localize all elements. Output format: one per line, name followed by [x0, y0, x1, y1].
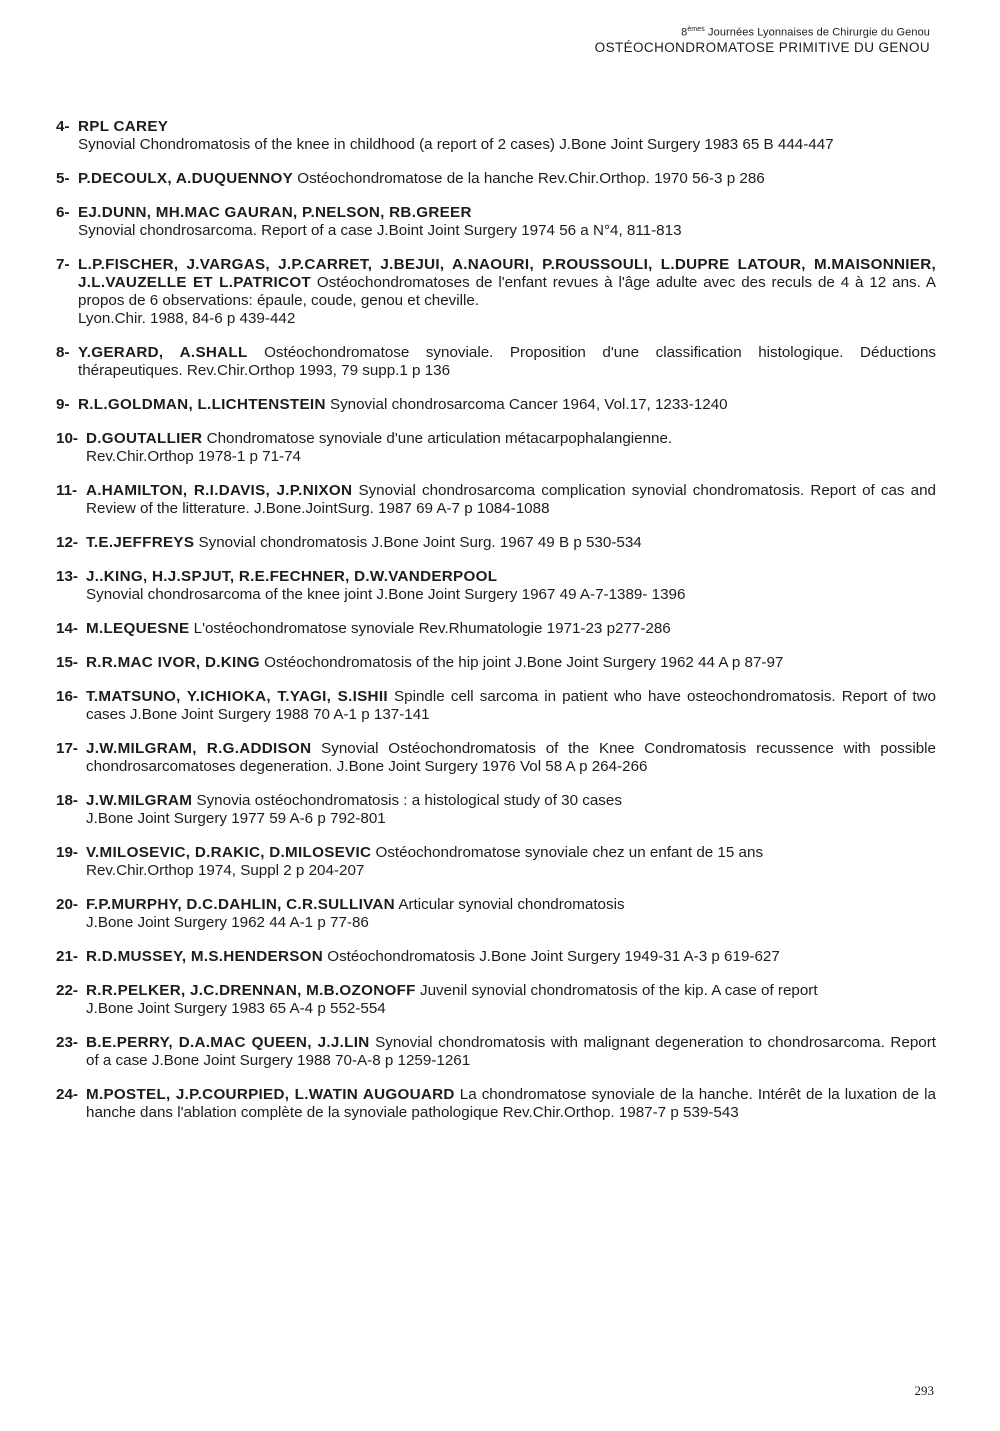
- reference-text: L'ostéochondromatose synoviale Rev.Rhumatologie 1971-23 p277-286: [189, 620, 671, 637]
- reference-number: 4-: [56, 118, 70, 135]
- reference-authors: J..KING, H.J.SPJUT, R.E.FECHNER, D.W.VANDERPOOL: [86, 568, 498, 585]
- reference-number: 22-: [56, 982, 78, 999]
- page-number: 293: [914, 1383, 934, 1398]
- reference-body: [86, 948, 936, 966]
- reference-number: 17-: [56, 740, 78, 757]
- reference-item: [56, 482, 936, 518]
- reference-citation: Synovial chondrosarcoma of the knee joint J.Bone Joint Surgery 1967 49 A-7-1389- 1396: [86, 586, 686, 603]
- reference-item: [56, 256, 936, 328]
- reference-authors: Y.GERARD, A.SHALL: [78, 344, 248, 361]
- reference-authors: J.W.MILGRAM: [86, 792, 193, 809]
- reference-body: [86, 568, 936, 604]
- reference-citation: Rev.Chir.Orthop 1974, Suppl 2 p 204-207: [86, 862, 365, 879]
- reference-item: [56, 1086, 936, 1122]
- reference-number: 21-: [56, 948, 78, 965]
- reference-authors: F.P.MURPHY, D.C.DAHLIN, C.R.SULLIVAN: [86, 896, 395, 913]
- reference-authors: R.R.MAC IVOR, D.KING: [86, 654, 260, 671]
- reference-body: [86, 740, 936, 776]
- header-conference: 8èmes Journées Lyonnaises de Chirurgie du Genou: [681, 26, 930, 39]
- reference-item: [56, 534, 936, 552]
- reference-authors: D.GOUTALLIER: [86, 430, 203, 447]
- reference-number: 8-: [56, 344, 70, 361]
- reference-text: Ostéochondromatose synoviale. Proposition d'une classification histologique. Déductions thérapeutiques. Rev.Chir.Orthop 1993, 79 supp.1 p 136: [78, 344, 937, 379]
- reference-number: 9-: [56, 396, 70, 413]
- reference-number: 12-: [56, 534, 78, 551]
- reference-authors: A.HAMILTON, R.I.DAVIS, J.P.NIXON: [86, 482, 353, 499]
- reference-number: 18-: [56, 792, 78, 809]
- reference-number: 13-: [56, 568, 78, 585]
- running-header: [595, 26, 930, 55]
- reference-number: 11-: [56, 482, 78, 499]
- reference-text: Synovial Ostéochondromatosis of the Knee Condromatosis recussence with possible chondrosarcomatoses degeneration. J.Bone Joint Surgery 1976 Vol 58 A p 264-266: [86, 740, 936, 775]
- reference-body: [86, 896, 936, 932]
- reference-item: [56, 982, 936, 1018]
- reference-number: 5-: [56, 170, 70, 187]
- reference-text: Ostéochondromatosis of the hip joint J.Bone Joint Surgery 1962 44 A p 87-97: [259, 654, 784, 671]
- reference-body: [78, 344, 936, 380]
- header-title: OSTÉOCHONDROMATOSE PRIMITIVE DU GENOU: [594, 39, 930, 55]
- reference-number: 6-: [56, 204, 70, 221]
- reference-authors: EJ.DUNN, MH.MAC GAURAN, P.NELSON, RB.GREER: [78, 204, 472, 221]
- reference-item: [56, 204, 936, 240]
- reference-authors: R.R.PELKER, J.C.DRENNAN, M.B.OZONOFF: [86, 982, 416, 999]
- reference-citation: Lyon.Chir. 1988, 84-6 p 439-442: [78, 310, 296, 327]
- reference-item: [56, 844, 936, 880]
- reference-body: [86, 534, 936, 552]
- reference-body: [86, 430, 936, 466]
- reference-authors: R.D.MUSSEY, M.S.HENDERSON: [86, 948, 324, 965]
- reference-citation: J.Bone Joint Surgery 1983 65 A-4 p 552-554: [86, 1000, 386, 1017]
- reference-body: [86, 688, 936, 724]
- reference-body: [86, 982, 936, 1018]
- reference-authors: R.L.GOLDMAN, L.LICHTENSTEIN: [78, 396, 326, 413]
- reference-body: [86, 482, 936, 518]
- reference-citation: Synovial Chondromatosis of the knee in childhood (a report of 2 cases) J.Bone Joint Surgery 1983 65 B 444-447: [78, 136, 834, 153]
- reference-body: [86, 1086, 936, 1122]
- reference-item: [56, 118, 936, 154]
- reference-text: Ostéochondromatosis J.Bone Joint Surgery 1949-31 A-3 p 619-627: [323, 948, 780, 965]
- reference-text: Ostéochondromatoses de l'enfant revues à l'âge adulte avec des reculs de 4 à 12 ans. A propos de 6 observations: épaule, coude, genou et cheville.: [78, 274, 936, 309]
- reference-body: [78, 204, 936, 240]
- reference-authors: M.LEQUESNE: [86, 620, 190, 637]
- reference-item: [56, 170, 936, 188]
- reference-citation: J.Bone Joint Surgery 1962 44 A-1 p 77-86: [86, 914, 369, 931]
- reference-item: [56, 396, 936, 414]
- reference-number: 19-: [56, 844, 78, 861]
- reference-body: [86, 792, 936, 828]
- reference-item: [56, 568, 936, 604]
- reference-authors: L.P.FISCHER, J.VARGAS, J.P.CARRET, J.BEJUI, A.NAOURI, P.ROUSSOULI, L.DUPRE LATOUR, M.MAISONNIER, J.L.VAUZELLE ET L.PATRICOT: [78, 256, 936, 291]
- reference-number: 10-: [56, 430, 78, 447]
- reference-text: Synovial chondrosarcoma Cancer 1964, Vol.17, 1233-1240: [325, 396, 728, 413]
- reference-body: [86, 620, 936, 638]
- reference-text: Synovia ostéochondromatosis : a histological study of 30 cases: [192, 792, 622, 809]
- reference-number: 24-: [56, 1086, 78, 1103]
- reference-list: [56, 118, 936, 1138]
- reference-text: La chondromatose synoviale de la hanche. Intérêt de la luxation de la hanche dans l'ablation complète de la synoviale pathologique Rev.Chir.Orthop. 1987-7 p 539-543: [86, 1086, 936, 1121]
- reference-number: 23-: [56, 1034, 78, 1051]
- reference-number: 16-: [56, 688, 78, 705]
- reference-number: 7-: [56, 256, 70, 273]
- reference-item: [56, 896, 936, 932]
- reference-text: Articular synovial chondromatosis: [394, 896, 625, 913]
- reference-citation: Synovial chondrosarcoma. Report of a case J.Boint Joint Surgery 1974 56 a N°4, 811-813: [78, 222, 682, 239]
- reference-authors: V.MILOSEVIC, D.RAKIC, D.MILOSEVIC: [86, 844, 372, 861]
- reference-body: [86, 1034, 936, 1070]
- reference-text: Synovial chondrosarcoma complication synovial chondromatosis. Report of cas and Review of the litterature. J.Bone.JointSurg. 1987 69 A-7 p 1084-1088: [86, 482, 936, 517]
- reference-body: [78, 256, 936, 328]
- reference-body: [78, 170, 936, 188]
- reference-item: [56, 430, 936, 466]
- reference-body: [78, 396, 936, 414]
- reference-authors: M.POSTEL, J.P.COURPIED, L.WATIN AUGOUARD: [86, 1086, 455, 1103]
- reference-authors: P.DECOULX, A.DUQUENNOY: [78, 170, 294, 187]
- reference-authors: T.MATSUNO, Y.ICHIOKA, T.YAGI, S.ISHII: [86, 688, 388, 705]
- reference-text: Synovial chondromatosis J.Bone Joint Surg. 1967 49 B p 530-534: [194, 534, 642, 551]
- reference-item: [56, 948, 936, 966]
- reference-authors: RPL CAREY: [78, 118, 169, 135]
- reference-authors: T.E.JEFFREYS: [86, 534, 195, 551]
- reference-authors: B.E.PERRY, D.A.MAC QUEEN, J.J.LIN: [86, 1034, 370, 1051]
- reference-body: [86, 844, 936, 880]
- reference-number: 14-: [56, 620, 78, 637]
- reference-item: [56, 1034, 936, 1070]
- reference-number: 15-: [56, 654, 78, 671]
- reference-text: Juvenil synovial chondromatosis of the kip. A case of report: [415, 982, 818, 999]
- reference-item: [56, 792, 936, 828]
- reference-text: Chondromatose synoviale d'une articulation métacarpophalangienne.: [202, 430, 673, 447]
- reference-body: [78, 118, 936, 154]
- reference-item: [56, 620, 936, 638]
- reference-text: Spindle cell sarcoma in patient who have osteochondromatosis. Report of two cases J.Bone Joint Surgery 1988 70 A-1 p 137-141: [86, 688, 936, 723]
- reference-text: Ostéochondromatose synoviale chez un enfant de 15 ans: [371, 844, 764, 861]
- reference-item: [56, 654, 936, 672]
- reference-text: Synovial chondromatosis with malignant degeneration to chondrosarcoma. Report of a case J.Bone Joint Surgery 1988 70-A-8 p 1259-1261: [86, 1034, 936, 1069]
- reference-citation: Rev.Chir.Orthop 1978-1 p 71-74: [86, 448, 301, 465]
- reference-item: [56, 688, 936, 724]
- reference-citation: J.Bone Joint Surgery 1977 59 A-6 p 792-801: [86, 810, 386, 827]
- reference-item: [56, 740, 936, 776]
- reference-authors: J.W.MILGRAM, R.G.ADDISON: [86, 740, 312, 757]
- reference-number: 20-: [56, 896, 78, 913]
- reference-item: [56, 344, 936, 380]
- reference-text: Ostéochondromatose de la hanche Rev.Chir.Orthop. 1970 56-3 p 286: [293, 170, 765, 187]
- reference-body: [86, 654, 936, 672]
